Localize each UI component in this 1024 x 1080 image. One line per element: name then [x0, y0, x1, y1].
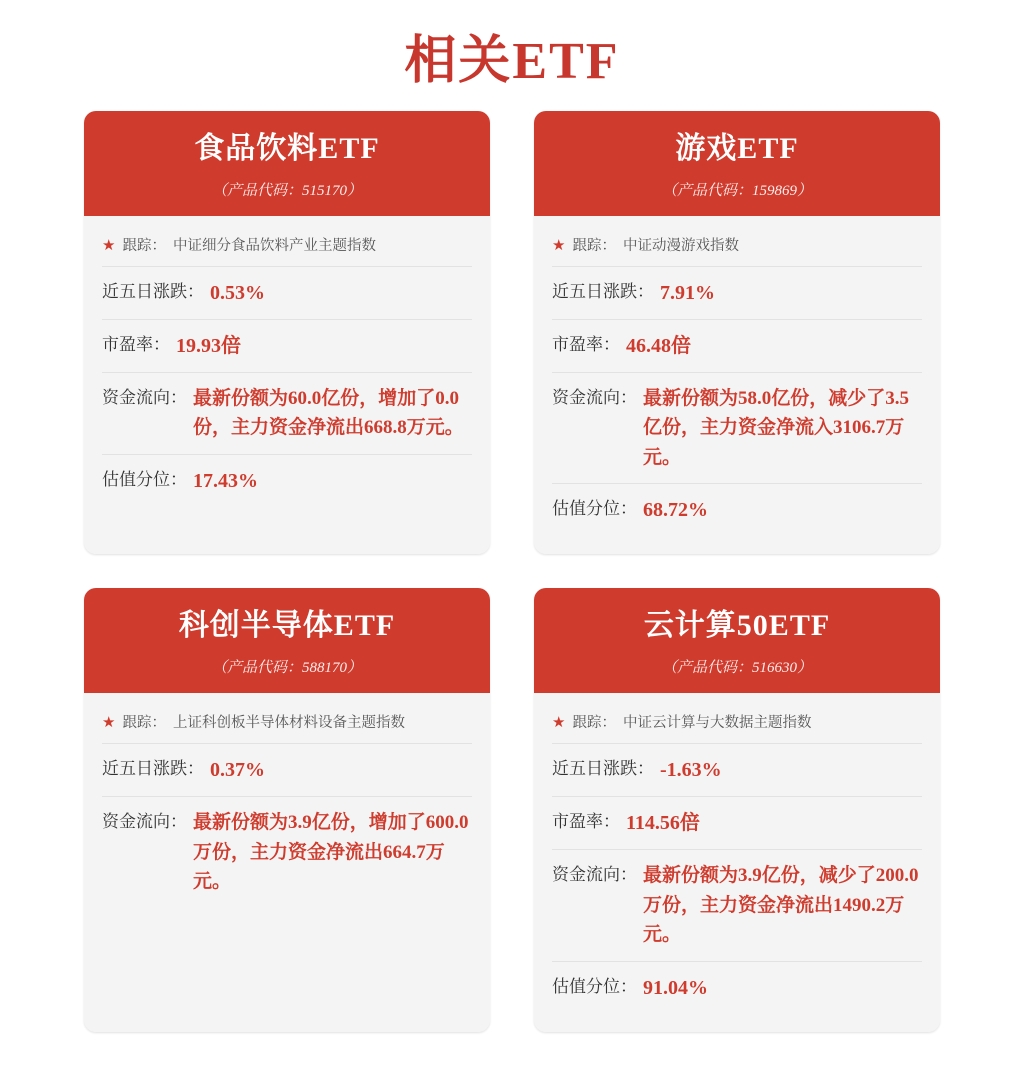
etf-name: 科创半导体ETF: [178, 609, 396, 643]
etf-five-day-label: 近五日涨跌：: [552, 759, 654, 779]
etf-pe-row: [102, 320, 472, 373]
etf-five-day-row: [102, 267, 472, 320]
etf-code: （产品代码：588170）: [211, 660, 362, 677]
etf-pe-row: [552, 320, 922, 373]
etf-five-day-value: 0.53%: [210, 282, 265, 304]
etf-name: 食品饮料ETF: [194, 132, 380, 165]
etf-flow-value: 最新份额为3.9亿份，减少了200.0万份，主力资金净流出1490.2万元。: [643, 865, 919, 946]
etf-flow-label: 资金流向：: [102, 388, 187, 407]
etf-card[interactable]: [84, 111, 490, 554]
etf-track-label: 跟踪：: [122, 715, 166, 732]
etf-name: 云计算50ETF: [643, 609, 831, 643]
etf-track-label: 跟踪：: [572, 238, 616, 254]
etf-card-header: [534, 588, 940, 693]
etf-code: （产品代码：516630）: [661, 660, 812, 677]
etf-valuation-value: 68.72%: [643, 499, 708, 522]
etf-track-label: 跟踪：: [572, 715, 616, 732]
etf-card[interactable]: [534, 111, 940, 554]
etf-track-row: [102, 707, 472, 744]
etf-valuation-label: 估值分位：: [552, 499, 637, 519]
etf-flow-row: [552, 850, 922, 961]
etf-flow-value: 最新份额为60.0亿份，增加了0.0份，主力资金净流出668.8万元。: [193, 388, 464, 439]
etf-pe-label: 市盈率：: [552, 335, 620, 354]
page-title: 相关ETF: [404, 33, 620, 90]
etf-five-day-value: 7.91%: [660, 282, 715, 304]
etf-card-grid: [84, 111, 940, 1032]
etf-card-body: [84, 693, 490, 1031]
etf-pe-row: [552, 797, 922, 850]
etf-five-day-label: 近五日涨跌：: [552, 282, 654, 301]
etf-track-row: [552, 230, 922, 267]
etf-track-value: 中证细分食品饮料产业主题指数: [172, 238, 376, 254]
etf-flow-value: 最新份额为3.9亿份，增加了600.0万份，主力资金净流出664.7万元。: [193, 812, 469, 893]
star-icon: ★: [102, 715, 116, 732]
etf-flow-label: 资金流向：: [552, 388, 637, 407]
etf-card[interactable]: [534, 588, 940, 1031]
etf-flow-label: 资金流向：: [552, 865, 637, 885]
etf-card-header: [534, 111, 940, 216]
etf-card-body: [84, 216, 490, 554]
etf-pe-value: 19.93倍: [176, 335, 241, 357]
etf-five-day-value: 0.37%: [210, 759, 265, 782]
etf-pe-value: 114.56倍: [626, 812, 700, 835]
star-icon: ★: [102, 238, 116, 254]
etf-name: 游戏ETF: [675, 132, 799, 165]
etf-flow-row: [552, 373, 922, 484]
etf-code: （产品代码：159869）: [661, 183, 812, 199]
etf-track-value: 中证云计算与大数据主题指数: [622, 715, 812, 732]
etf-valuation-value: 91.04%: [643, 976, 708, 999]
etf-pe-label: 市盈率：: [552, 812, 620, 832]
etf-track-value: 上证科创板半导体材料设备主题指数: [172, 715, 405, 732]
etf-pe-value: 46.48倍: [626, 335, 691, 357]
etf-card-header: [84, 588, 490, 693]
etf-pe-label: 市盈率：: [102, 335, 170, 354]
etf-valuation-row: [552, 484, 922, 536]
etf-track-row: [552, 707, 922, 744]
etf-flow-label: 资金流向：: [102, 812, 187, 832]
etf-flow-row: [102, 797, 472, 907]
etf-valuation-label: 估值分位：: [552, 976, 637, 996]
etf-valuation-value: 17.43%: [193, 469, 258, 492]
etf-flow-value: 最新份额为58.0亿份，减少了3.5亿份，主力资金净流入3106.7万元。: [643, 388, 910, 468]
etf-track-row: [102, 230, 472, 267]
etf-card[interactable]: [84, 588, 490, 1031]
etf-valuation-row: [102, 455, 472, 507]
etf-track-label: 跟踪：: [122, 238, 166, 254]
etf-valuation-label: 估值分位：: [102, 469, 187, 489]
etf-valuation-row: [552, 962, 922, 1014]
etf-card-body: [534, 216, 940, 554]
etf-five-day-row: [552, 744, 922, 797]
etf-flow-row: [102, 373, 472, 455]
etf-card-body: [534, 693, 940, 1031]
etf-five-day-label: 近五日涨跌：: [102, 759, 204, 779]
etf-five-day-row: [102, 744, 472, 797]
etf-code: （产品代码：515170）: [211, 183, 362, 199]
etf-five-day-label: 近五日涨跌：: [102, 282, 204, 301]
etf-five-day-value: -1.63%: [660, 759, 722, 782]
etf-track-value: 中证动漫游戏指数: [622, 238, 739, 254]
star-icon: ★: [552, 715, 566, 732]
star-icon: ★: [552, 238, 566, 254]
etf-card-header: [84, 111, 490, 216]
etf-five-day-row: [552, 267, 922, 320]
